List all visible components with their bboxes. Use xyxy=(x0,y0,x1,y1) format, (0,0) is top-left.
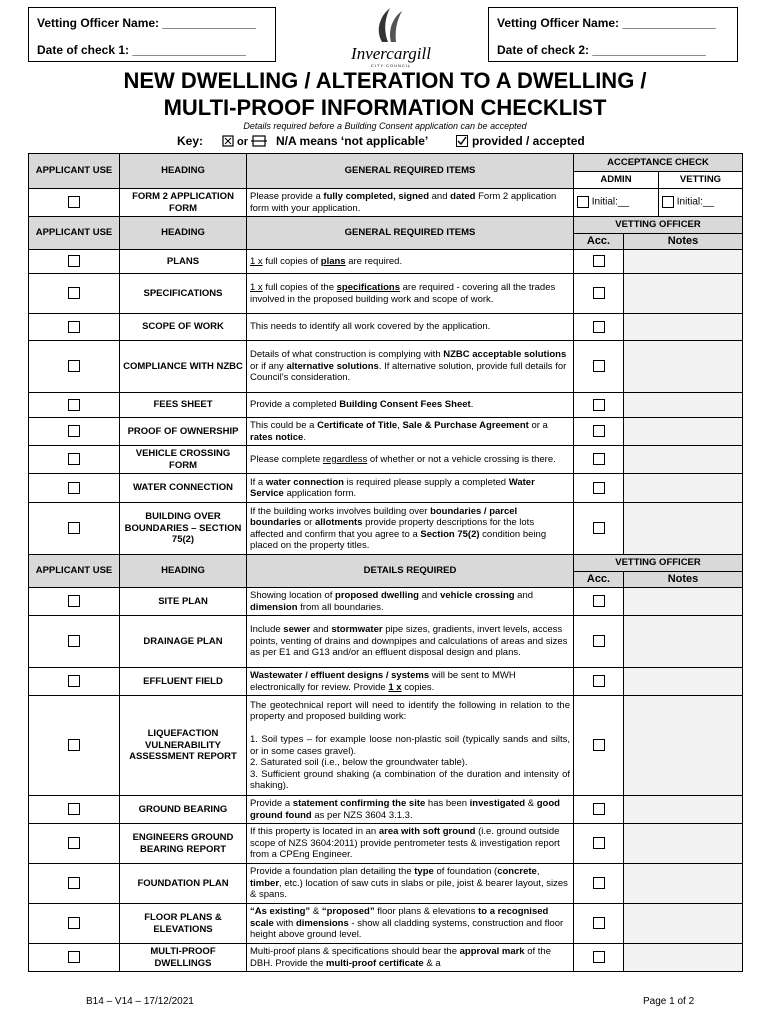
applicant-checkbox[interactable] xyxy=(68,255,80,267)
notes-cell[interactable] xyxy=(624,864,743,904)
heading-header: HEADING xyxy=(120,217,247,250)
notes-cell[interactable] xyxy=(624,446,743,474)
admin-initial[interactable]: Initial:__ xyxy=(591,197,630,209)
details-required-header: DETAILS REQUIRED xyxy=(247,555,574,588)
applicant-use-header: APPLICANT USE xyxy=(29,154,120,189)
notes-cell[interactable] xyxy=(624,314,743,341)
checklist-table xyxy=(28,153,743,972)
acc-checkbox[interactable] xyxy=(593,917,605,929)
page-title-line-2: MULTI-PROOF INFORMATION CHECKLIST xyxy=(163,95,607,120)
notes-cell[interactable] xyxy=(624,904,743,944)
vetting-check-2-box xyxy=(488,7,738,62)
acc-checkbox[interactable] xyxy=(593,360,605,372)
vetting-checkbox[interactable] xyxy=(662,196,674,208)
notes-cell[interactable] xyxy=(624,588,743,616)
heading-header: HEADING xyxy=(120,154,247,189)
logo-swoosh-icon xyxy=(336,6,446,46)
vetting-officer-name-2[interactable]: Vetting Officer Name: ______________ xyxy=(497,16,716,30)
acc-checkbox[interactable] xyxy=(593,675,605,687)
invercargill-logo xyxy=(336,6,446,68)
applicant-checkbox[interactable] xyxy=(68,482,80,494)
table-row: SITE PLAN Showing location of proposed dwelling and vehicle crossing and dimension from all boundaries. xyxy=(29,588,743,616)
general-required-items-header: GENERAL REQUIRED ITEMS xyxy=(247,154,574,189)
notes-cell[interactable] xyxy=(624,341,743,393)
applicant-checkbox[interactable] xyxy=(68,399,80,411)
table-row: FEES SHEET Provide a completed Building Consent Fees Sheet. xyxy=(29,393,743,418)
applicant-use-header: APPLICANT USE xyxy=(29,555,120,588)
acc-checkbox[interactable] xyxy=(593,803,605,815)
table-row: PROOF OF OWNERSHIP This could be a Certificate of Title, Sale & Purchase Agreement or a rates notice. xyxy=(29,418,743,446)
table-row: PLANS 1 x full copies of plans are required. xyxy=(29,250,743,274)
acc-checkbox[interactable] xyxy=(593,837,605,849)
page-title-line-1: NEW DWELLING / ALTERATION TO A DWELLING / xyxy=(123,68,647,93)
table-row xyxy=(29,189,743,217)
admin-header: ADMIN xyxy=(574,172,659,189)
row-details: Please provide a fully completed, signed and dated Form 2 application form with your application. xyxy=(247,189,574,217)
notes-cell[interactable] xyxy=(624,393,743,418)
vetting-header: VETTING xyxy=(659,172,743,189)
table-row: FOUNDATION PLAN Provide a foundation plan detailing the type of foundation (concrete, timber, etc.) location of saw cuts in slabs or pile, joist & bearer layout, sizes & spans. xyxy=(29,864,743,904)
table-row: EFFLUENT FIELD Wastewater / effluent designs / systems will be sent to MWH electronically for review. Provide 1 x copies. xyxy=(29,668,743,696)
applicant-checkbox[interactable] xyxy=(68,360,80,372)
applicant-checkbox[interactable] xyxy=(68,453,80,465)
vetting-officer-header: VETTING OFFICER xyxy=(574,217,743,234)
acc-checkbox[interactable] xyxy=(593,522,605,534)
notes-cell[interactable] xyxy=(624,474,743,503)
notes-cell[interactable] xyxy=(624,274,743,314)
na-key-text: N/A means ‘not applicable’ xyxy=(276,134,429,148)
provided-key-text: provided / accepted xyxy=(472,134,585,148)
table-row: FLOOR PLANS & ELEVATIONS “As existing” & “proposed” floor plans & elevations to a recognised scale with dimensions - show all cladding systems, construction and floor height above ground level. xyxy=(29,904,743,944)
acceptance-check-header: ACCEPTANCE CHECK xyxy=(574,154,743,172)
acc-checkbox[interactable] xyxy=(593,739,605,751)
acc-checkbox[interactable] xyxy=(593,287,605,299)
table-row: BUILDING OVER BOUNDARIES – SECTION 75(2) If the building works involves building over boundaries / parcel boundaries or allotments provide property descriptions for the lots affected and confirm that you agree to a Section 75(2) condition being placed on the property titles. xyxy=(29,503,743,555)
applicant-checkbox[interactable] xyxy=(68,675,80,687)
acc-header: Acc. xyxy=(574,572,624,588)
acc-checkbox[interactable] xyxy=(593,482,605,494)
table-row: LIQUEFACTION VULNERABILITY ASSESSMENT REPORT The geotechnical report will need to identify the following in relation to the property and proposed building work: 1. Soil types – for example loose non-plastic soil (typically sands and silts, or in some cases gravel). 2. Saturated soil (i.e., below the groundwater table). 3. Sufficient ground shaking (a combination of the duration and intensity of shaking). xyxy=(29,696,743,796)
svg-text:or: or xyxy=(237,136,248,148)
table-row: VEHICLE CROSSING FORM Please complete regardless of whether or not a vehicle crossing is there. xyxy=(29,446,743,474)
applicant-checkbox[interactable] xyxy=(68,522,80,534)
notes-cell[interactable] xyxy=(624,250,743,274)
general-required-items-header: GENERAL REQUIRED ITEMS xyxy=(247,217,574,250)
notes-cell[interactable] xyxy=(624,944,743,972)
table-row: GROUND BEARING Provide a statement confirming the site has been investigated & good ground found as per NZS 3604 3.1.3. xyxy=(29,796,743,824)
acc-checkbox[interactable] xyxy=(593,425,605,437)
acc-header: Acc. xyxy=(574,234,624,250)
applicant-checkbox[interactable] xyxy=(68,595,80,607)
applicant-checkbox[interactable] xyxy=(68,425,80,437)
logo-subtext: CITY COUNCIL xyxy=(370,63,412,68)
applicant-checkbox[interactable] xyxy=(68,321,80,333)
acc-checkbox[interactable] xyxy=(593,595,605,607)
key-label: Key: xyxy=(177,134,204,148)
acc-checkbox[interactable] xyxy=(593,877,605,889)
acc-checkbox[interactable] xyxy=(593,321,605,333)
notes-header: Notes xyxy=(624,572,743,588)
notes-cell[interactable] xyxy=(624,696,743,796)
acc-checkbox[interactable] xyxy=(593,255,605,267)
applicant-checkbox[interactable] xyxy=(68,917,80,929)
applicant-checkbox[interactable] xyxy=(68,287,80,299)
admin-checkbox[interactable] xyxy=(577,196,589,208)
acc-checkbox[interactable] xyxy=(593,951,605,963)
vetting-initial[interactable]: Initial:__ xyxy=(676,197,715,209)
vetting-officer-name-1[interactable]: Vetting Officer Name: ______________ xyxy=(37,16,256,30)
row-heading: FORM 2 APPLICATION FORM xyxy=(120,189,247,217)
notes-cell[interactable] xyxy=(624,824,743,864)
logo-text: Invercargill xyxy=(351,44,431,63)
acc-checkbox[interactable] xyxy=(593,453,605,465)
notes-cell[interactable] xyxy=(624,503,743,555)
applicant-checkbox[interactable] xyxy=(68,837,80,849)
table-row: DRAINAGE PLAN Include sewer and stormwater pipe sizes, gradients, invert levels, access points, venting of drains and downpipes and calculations of areas and sizes as per E1 and G13 and/or an effluent disposal design and plans. xyxy=(29,616,743,668)
heading-header: HEADING xyxy=(120,555,247,588)
table-row: SPECIFICATIONS 1 x full copies of the specifications are required - covering all the trades involved in the proposed building work and scope of work. xyxy=(29,274,743,314)
table-row: COMPLIANCE WITH NZBC Details of what construction is complying with NZBC acceptable solutions or if any alternative solutions. If alternative solution, provide full details for Council’s consideration. xyxy=(29,341,743,393)
footer-version: B14 – V14 – 17/12/2021 xyxy=(86,996,194,1007)
page-subtitle: Details required before a Building Consent application can be accepted xyxy=(243,121,527,131)
date-of-check-1[interactable]: Date of check 1: _________________ xyxy=(37,43,246,57)
applicant-checkbox[interactable] xyxy=(68,635,80,647)
date-of-check-2[interactable]: Date of check 2: _________________ xyxy=(497,43,706,57)
applicant-checkbox[interactable] xyxy=(68,196,80,208)
notes-cell[interactable] xyxy=(624,668,743,696)
table-row: SCOPE OF WORK This needs to identify all work covered by the application. xyxy=(29,314,743,341)
table-row: WATER CONNECTION If a water connection is required please supply a completed Water Service application form. xyxy=(29,474,743,503)
table-row: ENGINEERS GROUND BEARING REPORT If this property is located in an area with soft ground (i.e. ground outside scope of NZS 3604:2011) provide pentrometer tests & investigation report from a CPEng Engineer. xyxy=(29,824,743,864)
table-row: MULTI-PROOF DWELLINGS Multi-proof plans & specifications should bear the approval mark of the DBH. Provide the multi-proof certificate & a xyxy=(29,944,743,972)
vetting-check-1-box xyxy=(28,7,276,62)
notes-cell[interactable] xyxy=(624,796,743,824)
notes-cell[interactable] xyxy=(624,418,743,446)
acc-checkbox[interactable] xyxy=(593,635,605,647)
footer-page-number: Page 1 of 2 xyxy=(643,996,695,1007)
applicant-checkbox[interactable] xyxy=(68,739,80,751)
notes-cell[interactable] xyxy=(624,616,743,668)
applicant-checkbox[interactable] xyxy=(68,951,80,963)
na-key-icons xyxy=(222,134,274,151)
tick-key-icon xyxy=(456,135,468,150)
applicant-checkbox[interactable] xyxy=(68,803,80,815)
vetting-officer-header: VETTING OFFICER xyxy=(574,555,743,572)
acc-checkbox[interactable] xyxy=(593,399,605,411)
notes-header: Notes xyxy=(624,234,743,250)
applicant-use-header: APPLICANT USE xyxy=(29,217,120,250)
applicant-checkbox[interactable] xyxy=(68,877,80,889)
